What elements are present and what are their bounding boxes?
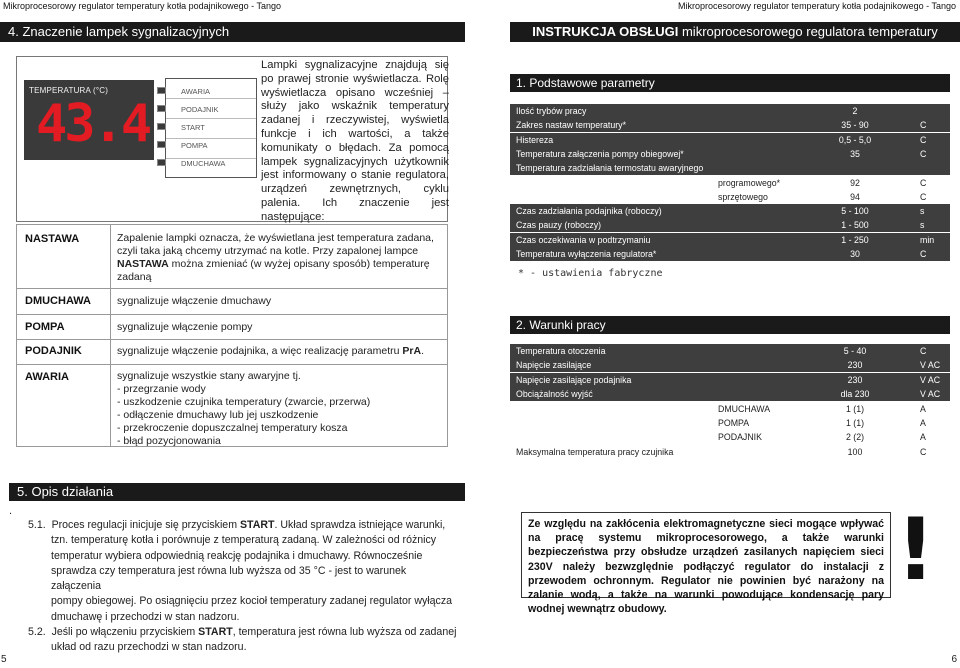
param-row (510, 104, 950, 118)
condition-unit: A (920, 403, 926, 414)
page-number-left: 5 (1, 654, 7, 665)
param-row (510, 190, 950, 204)
condition-row (510, 358, 950, 372)
param-value: 1 - 250 (841, 234, 869, 245)
param-value: 35 (850, 148, 860, 159)
section1-title: 1. Podstawowe parametry (510, 74, 950, 92)
lamp-indicator-start (157, 123, 166, 130)
param-row (510, 161, 950, 175)
condition-row (510, 402, 950, 416)
param-unit: C (920, 148, 927, 159)
row-name-awaria: AWARIA (25, 371, 69, 383)
param-label: Czas pauzy (roboczy) (516, 220, 602, 231)
param-row (510, 147, 950, 161)
condition-value: 5 - 40 (843, 346, 867, 356)
condition-row (510, 373, 950, 387)
lamp-label-dmuchawa: DMUCHAWA (181, 159, 226, 168)
condition-label: Napięcie zasilające (516, 360, 592, 371)
safety-warning-box: Ze względu na zakłócenia elektromagnetyczne sieci mogące wpływać na pracę systemu mikroprocesorowego, a także warunki bezpieczeństwa przy obsłudze urządzeń zasilanych napięciem sieci 230V należy bezwzględnie podłączyć regulator do instalacji z przewodem ochronnym. Regulator nie powinien być narażony na zalanie wodą, a także na warunki powodujące kondensację pary wodnej wewnątrz obudowy. (521, 512, 891, 598)
section5-dot: . (9, 505, 13, 517)
param-label: Temperatura wyłączenia regulatora* (516, 249, 657, 259)
lamp-label-podajnik: PODAJNIK (181, 105, 219, 114)
param-label: Ilość trybów pracy (516, 106, 587, 116)
display-digits: 43.4 (36, 94, 150, 154)
lamp-indicator-dmuchawa (157, 159, 166, 166)
header-right-title: Mikroprocesorowy regulator temperatury kotła podajnikowego - Tango (678, 1, 956, 11)
intro-paragraph: Lampki sygnalizacyjne znajdują się po prawej stronie wyświetlacza. Rolę wyświetlacza opisano wcześniej – służy jako wskaźnik temperatury zadanej i rzeczywistej, wyświetla funkcje i ich wartości, a także komunikaty o błędach. Za pomocą lampek sygnalizacyjnych użytkownik jest informowany o stanie regulatora, urządzeń zewnętrznych, cyklu palenia. Ich znaczenie jest następujące: (261, 59, 449, 223)
lamp-indicator-pompa (157, 141, 166, 148)
row-desc-nastawa: Zapalenie lampki oznacza, że wyświetlana jest temperatura zadana, czyli taka jaką chcemy utrzymać na kotle. Przy zapalonej lampce NASTAWA można zmieniać (w wyżej opisany sposób) temperaturę zadaną (117, 232, 434, 283)
condition-value: 1 (1) (845, 403, 865, 414)
section4-header-bar: 4. Znaczenie lampek sygnalizacyjnych (0, 22, 465, 42)
temperature-display (24, 80, 154, 160)
param-row (510, 176, 950, 190)
condition-unit: A (920, 418, 926, 428)
condition-value: 2 (2) (845, 432, 865, 443)
param-label: Histereza (516, 134, 554, 145)
row-name-nastawa: NASTAWA (25, 233, 80, 245)
condition-value: 230 (847, 374, 863, 385)
param-value: 2 (852, 106, 858, 116)
param-label: programowego* (718, 177, 781, 188)
condition-value: dla 230 (840, 389, 870, 400)
exclamation-icon: ! (896, 500, 936, 600)
condition-unit: C (920, 346, 927, 356)
condition-unit: C (920, 446, 927, 457)
condition-value: 1 (1) (845, 418, 865, 428)
section5-header-bar: 5. Opis działania (9, 483, 465, 501)
factory-settings-note: * - ustawienia fabryczne (518, 268, 663, 279)
section2-title: 2. Warunki pracy (510, 316, 950, 334)
condition-row (510, 445, 950, 459)
condition-label: Obciążalność wyjść (516, 389, 593, 400)
lamp-label-pompa: POMPA (181, 141, 208, 150)
param-row (510, 218, 950, 232)
condition-unit: A (920, 432, 926, 443)
instructions-rest: mikroprocesorowego regulatora temperatury (678, 24, 938, 39)
condition-label: PODAJNIK (718, 432, 762, 443)
param-value: 92 (850, 177, 860, 188)
instructions-header-bar (510, 22, 960, 42)
param-value: 0,5 - 5,0 (838, 134, 872, 145)
lamp-indicator-podajnik (157, 105, 166, 112)
param-row (510, 133, 950, 147)
param-unit: min (920, 234, 935, 245)
param-value: 5 - 100 (841, 206, 869, 217)
param-unit: s (920, 220, 925, 231)
page-number-right: 6 (951, 654, 957, 665)
lamp-indicator-awaria (157, 87, 166, 94)
row-desc-dmuchawa: sygnalizuje włączenie dmuchawy (117, 295, 272, 307)
param-unit: s (920, 206, 925, 217)
param-value: 94 (850, 191, 860, 202)
row-name-podajnik: PODAJNIK (25, 345, 82, 357)
param-value: 1 - 500 (841, 220, 869, 231)
param-row (510, 118, 950, 132)
condition-unit: V AC (920, 374, 941, 385)
param-unit: C (920, 134, 927, 145)
param-label: Zakres nastaw temperatury* (516, 120, 627, 131)
row-desc-pompa: sygnalizuje włączenie pompy (117, 321, 253, 333)
section5-body: 5.1. Proces regulacji inicjuje się przyciskiem START. Układ sprawdza istniejące warunki, tzn. temperaturę kotła i porównuje z temperaturą zadaną. W zależności od różnicy temperatur wybiera odpowiednią reakcję podajnika i dmuchawy. Równocześnie sprawdza czy temperatura jest równa lub wyższa od 35 °C - jest to warunek załączenia pompy obiegowej. Po osiągnięciu przez kocioł temperatury zadanej regulator wyłącza dmuchawę i przechodzi w stan nadzoru. 5.2. Jeśli po włączeniu przyciskiem START, temperatura jest równa lub wyższa od zadanej układ od razu przechodzi w stan nadzoru. (28, 519, 457, 654)
param-label: Czas oczekiwania w podtrzymaniu (516, 234, 651, 245)
condition-row (510, 416, 950, 430)
param-row (510, 233, 950, 247)
param-label: sprzętowego (718, 191, 768, 202)
condition-label: Maksymalna temperatura pracy czujnika (516, 446, 674, 457)
condition-label: Napięcie zasilające podajnika (516, 374, 632, 385)
lamp-label-start: START (181, 123, 205, 132)
condition-row (510, 430, 950, 444)
param-row (510, 204, 950, 218)
condition-unit: V AC (920, 360, 941, 371)
param-unit: C (920, 249, 927, 259)
header-left-title: Mikroprocesorowy regulator temperatury kotła podajnikowego - Tango (3, 1, 281, 11)
condition-row (510, 387, 950, 401)
condition-row (510, 344, 950, 358)
param-value: 35 - 90 (841, 120, 869, 131)
param-label: Temperatura załączenia pompy obiegowej* (516, 148, 684, 159)
param-value: 30 (850, 249, 860, 259)
row-desc-awaria: sygnalizuje wszystkie stany awaryjne tj. - przegrzanie wody - uszkodzenie czujnika temperatury (zwarcie, przerwa) - odłączenie dmuchawy lub jej uszkodzenie - przekroczenie dopuszczalnej temperatury kosza - błąd pozycjonowania (117, 370, 371, 447)
instructions-bold: INSTRUKCJA OBSŁUGI (532, 24, 679, 39)
condition-label: POMPA (718, 418, 750, 428)
lamp-label-awaria: AWARIA (181, 87, 211, 96)
row-name-pompa: POMPA (25, 321, 65, 333)
condition-unit: V AC (920, 389, 941, 400)
param-unit: C (920, 191, 927, 202)
condition-label: DMUCHAWA (718, 403, 771, 414)
row-name-dmuchawa: DMUCHAWA (25, 295, 91, 307)
param-label: Temperatura zadziałania termostatu awaryjnego (516, 163, 704, 174)
condition-value: 230 (847, 360, 863, 371)
param-row (510, 247, 950, 261)
param-unit: C (920, 177, 927, 188)
condition-value: 100 (847, 446, 863, 457)
param-unit: C (920, 120, 927, 131)
param-label: Czas zadziałania podajnika (roboczy) (516, 206, 662, 217)
row-desc-podajnik: sygnalizuje włączenie podajnika, a więc realizację parametru PrA. (117, 345, 425, 357)
display-title: TEMPERATURA (°C) (29, 86, 109, 95)
condition-label: Temperatura otoczenia (516, 346, 606, 356)
